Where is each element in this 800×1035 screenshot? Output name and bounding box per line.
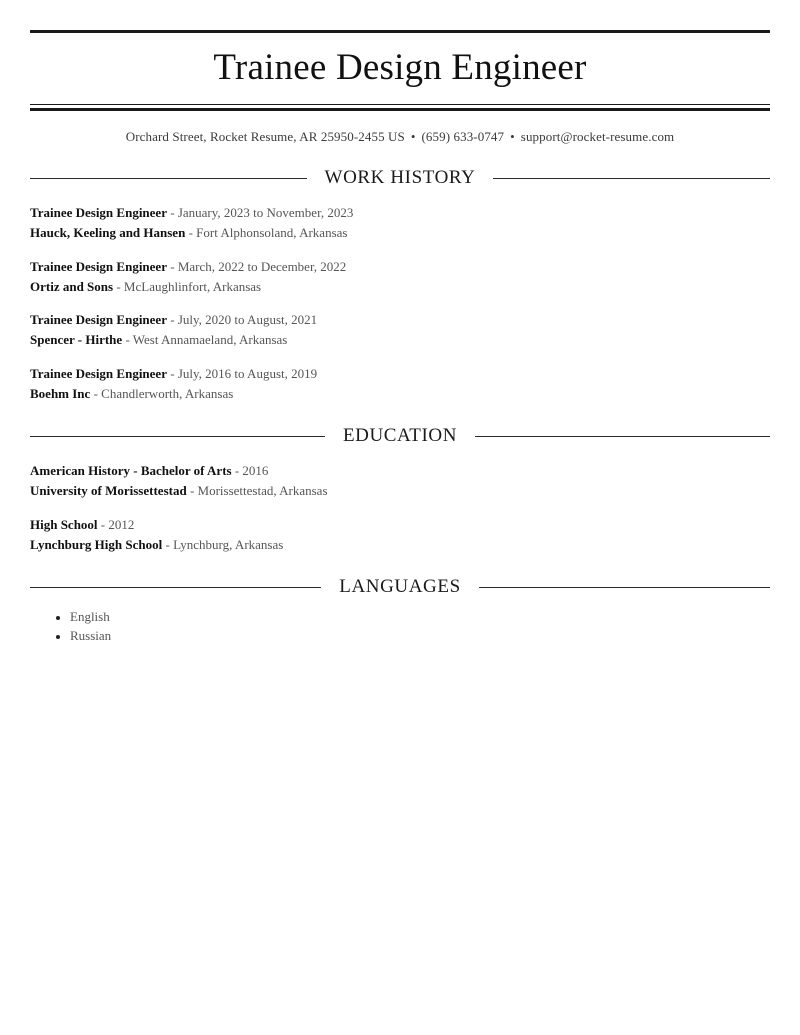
contact-separator-2: •	[510, 129, 515, 145]
work-dash: -	[166, 312, 178, 328]
work-dates: January, 2023 to November, 2023	[177, 205, 354, 221]
education-entry-school-line	[30, 535, 770, 555]
list-item: English	[70, 608, 770, 627]
section-heading-work-history	[30, 167, 770, 189]
work-entry-company-line	[30, 223, 770, 243]
education-entry	[30, 461, 770, 501]
work-entry-company-line	[30, 384, 770, 404]
education-location: Morissettestad, Arkansas	[197, 483, 328, 499]
section-education	[30, 425, 770, 554]
work-dates: July, 2016 to August, 2019	[177, 365, 318, 381]
education-school: University of Morissettestad	[30, 483, 187, 499]
work-dash: -	[166, 205, 178, 221]
section-title: EDUCATION	[342, 425, 458, 447]
work-entry-role-line	[30, 257, 770, 277]
section-title: LANGUAGES	[339, 576, 461, 598]
work-entry	[30, 364, 770, 404]
contact-line	[30, 105, 770, 145]
education-school: Lynchburg High School	[30, 536, 163, 552]
section-title: WORK HISTORY	[324, 167, 476, 189]
heading-rule-right	[493, 178, 770, 179]
contact-address: Orchard Street, Rocket Resume, AR 25950-2455 US	[125, 129, 405, 145]
contact-separator-1: •	[410, 129, 416, 145]
education-degree: American History - Bachelor of Arts	[30, 463, 232, 479]
work-role: Trainee Design Engineer	[30, 312, 167, 328]
work-entry-role-line	[30, 310, 770, 330]
work-role: Trainee Design Engineer	[30, 365, 167, 381]
work-location: Fort Alphonsoland, Arkansas	[196, 225, 348, 241]
education-entry	[30, 515, 770, 555]
education-degree: High School	[30, 516, 98, 532]
work-dash: -	[166, 258, 178, 274]
heading-rule-left	[30, 436, 325, 437]
heading-rule-left	[30, 178, 307, 179]
list-item: Russian	[70, 627, 770, 646]
work-role: Trainee Design Engineer	[30, 205, 167, 221]
work-company: Hauck, Keeling and Hansen	[30, 225, 186, 241]
work-company: Boehm Inc	[30, 385, 91, 401]
work-entry-company-line	[30, 277, 770, 297]
work-entry	[30, 203, 770, 243]
languages-list	[30, 608, 770, 645]
education-dash: -	[231, 463, 243, 479]
heading-rule-right	[479, 587, 770, 588]
section-heading-education	[30, 425, 770, 447]
contact-email: support@rocket-resume.com	[520, 129, 675, 145]
work-dates: July, 2020 to August, 2021	[177, 312, 318, 328]
work-entry-role-line	[30, 203, 770, 223]
work-entry	[30, 257, 770, 297]
education-year: 2012	[108, 516, 135, 532]
work-entry-role-line	[30, 364, 770, 384]
work-dash: -	[185, 225, 197, 241]
header-bottom-rule	[30, 104, 770, 105]
work-dash: -	[113, 278, 124, 294]
work-location: West Annamaeland, Arkansas	[132, 332, 288, 348]
work-dash: -	[90, 385, 102, 401]
education-dash: -	[186, 483, 198, 499]
heading-rule-left	[30, 587, 321, 588]
work-dash: -	[122, 332, 133, 348]
section-work-history	[30, 167, 770, 403]
work-company: Spencer - Hirthe	[30, 332, 123, 348]
page-title: Trainee Design Engineer	[213, 47, 587, 88]
work-company: Ortiz and Sons	[30, 278, 114, 294]
education-entry-degree-line	[30, 515, 770, 535]
education-entry-school-line	[30, 481, 770, 501]
education-entry-degree-line	[30, 461, 770, 481]
work-role: Trainee Design Engineer	[30, 258, 167, 274]
work-dash: -	[166, 365, 178, 381]
work-location: McLaughlinfort, Arkansas	[123, 278, 262, 294]
section-languages	[30, 576, 770, 645]
education-year: 2016	[242, 463, 269, 479]
education-dash: -	[162, 536, 174, 552]
education-location: Lynchburg, Arkansas	[173, 536, 284, 552]
contact-phone: (659) 633-0747	[421, 129, 505, 145]
work-entry	[30, 310, 770, 350]
work-entry-company-line	[30, 330, 770, 350]
work-dates: March, 2022 to December, 2022	[177, 258, 347, 274]
education-dash: -	[97, 516, 109, 532]
heading-rule-right	[475, 436, 770, 437]
work-location: Chandlerworth, Arkansas	[101, 385, 234, 401]
section-heading-languages	[30, 576, 770, 598]
